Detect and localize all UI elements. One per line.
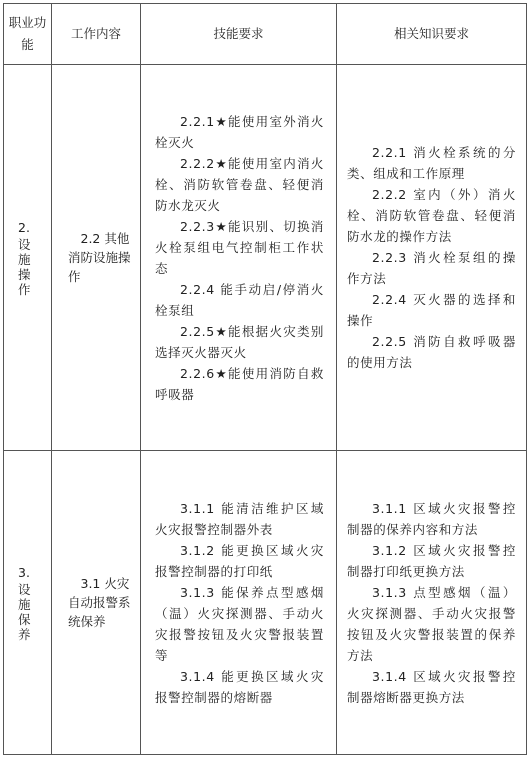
header-row (4, 4, 527, 65)
knowledge-item: 2.2.4 灭火器的选择和操作 (347, 292, 516, 328)
skill-item: 2.2.1★能使用室外消火栓灭火 (155, 113, 324, 150)
function-name: 设施操作 (18, 236, 31, 297)
skills-cell (141, 65, 337, 451)
skill-item: 3.1.3 能保养点型感烟（温）火灾探测器、手动火灾报警按钮及火灾警报装置等 (155, 584, 324, 663)
knowledge-item: 2.2.1 消火栓系统的分类、组成和工作原理 (347, 145, 516, 181)
knowledge-item: 3.1.4 区域火灾报警控制器熔断器更换方法 (347, 668, 516, 705)
skill-item: 2.2.3★能识别、切换消火栓泵组电气控制柜工作状态 (155, 218, 324, 276)
knowledge-item: 2.2.5 消防自救呼吸器的使用方法 (347, 334, 516, 370)
content-cell (52, 65, 141, 451)
function-cell (4, 451, 52, 755)
knowledge-item: 3.1.2 区域火灾报警控制器打印纸更换方法 (347, 542, 516, 579)
header-knowledge: 相关知识要求 (337, 4, 527, 65)
standards-table (3, 3, 527, 755)
skill-item: 2.2.4 能手动启/停消火栓泵组 (155, 281, 324, 318)
skill-item: 2.2.2★能使用室内消火栓、消防软管卷盘、轻便消防水龙灭火 (155, 155, 324, 213)
skill-item: 3.1.1 能清洁维护区域火灾报警控制器外表 (155, 500, 324, 537)
skill-item: 3.1.4 能更换区域火灾报警控制器的熔断器 (155, 668, 324, 705)
function-number: 3. (18, 564, 30, 580)
skills-cell (141, 451, 337, 755)
knowledge-cell (337, 451, 527, 755)
knowledge-item: 3.1.1 区域火灾报警控制器的保养内容和方法 (347, 500, 516, 537)
content-cell (52, 451, 141, 755)
knowledge-item: 3.1.3 点型感烟（温）火灾探测器、手动火灾报警按钮及火灾警报装置的保养方法 (347, 584, 516, 663)
work-content: 3.1 火灾自动报警系统保养 (68, 576, 131, 629)
header-content: 工作内容 (52, 4, 141, 65)
work-content: 2.2 其他消防设施操作 (68, 231, 131, 284)
function-number: 2. (18, 219, 30, 235)
knowledge-item: 2.2.3 消火栓泵组的操作方法 (347, 250, 516, 286)
skill-item: 2.2.6★能使用消防自救呼吸器 (155, 365, 324, 402)
table-row (4, 65, 527, 451)
skill-item: 2.2.5★能根据火灾类别选择灭火器灭火 (155, 323, 324, 360)
function-name: 设施保养 (18, 581, 31, 642)
header-function: 职业功能 (4, 4, 52, 65)
knowledge-item: 2.2.2 室内（外）消火栓、消防软管卷盘、轻便消防水龙的操作方法 (347, 187, 516, 244)
skill-item: 3.1.2 能更换区域火灾报警控制器的打印纸 (155, 542, 324, 579)
knowledge-cell (337, 65, 527, 451)
function-cell (4, 65, 52, 451)
table-row (4, 451, 527, 755)
header-skills: 技能要求 (141, 4, 337, 65)
